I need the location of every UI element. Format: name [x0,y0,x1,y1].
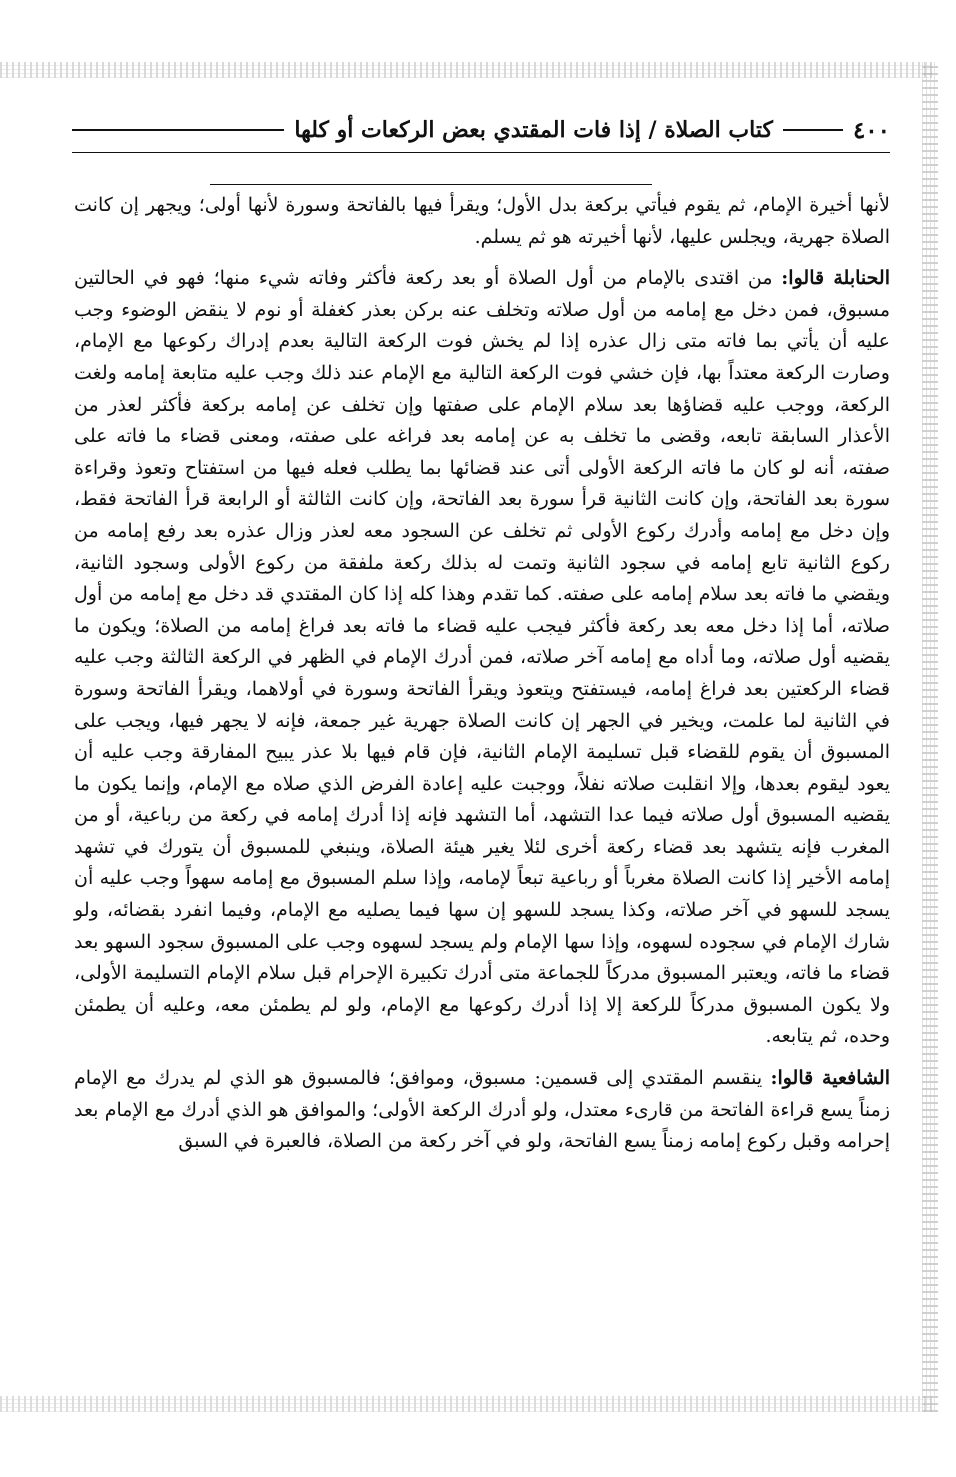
paragraph-lead: الحنابلة قالوا: [781,267,890,290]
paragraph-hanabila [74,263,890,1053]
paragraph-text: من اقتدى بالإمام من أول الصلاة أو بعد ركعة فأكثر وفاته شيء منها؛ فهو في الحالتين مسبوق، فمن دخل مع إمامه من أول صلاته وتخلف عنه بركن بعذر كغفلة أو نوم لا ينقض الوضوء وجب عليه أن يأتي بما فاته متى زال عذره إذا لم يخش فوت الركعة التالية بعدم إدراك ركوعها مع الإمام، وصارت الركعة معتداً بها، فإن خشي فوت الركعة التالية مع الإمام عند ذلك وجب عليه متابعة إمامه ولغت الركعة، ووجب عليه قضاؤها بعد سلام الإمام على صفتها وإن تخلف عن إمامه بركعة فأكثر لعذر من الأعذار السابقة تابعه، وقضى ما تخلف به عن إمامه بعد فراغه على صفته، ومعنى قضاء ما فاته على صفته، أنه لو كان ما فاته الركعة الأولى أتى عند قضائها بما يطلب فعله فيها من استفتاح وتعوذ وقراءة سورة بعد الفاتحة، وإن كانت الثانية قرأ سورة بعد الفاتحة، وإن كانت الثالثة أو الرابعة قرأ الفاتحة فقط، وإن دخل مع إمامه وأدرك ركوع الأولى ثم تخلف عن السجود معه لعذر وزال عذره بعد رفع إمامه من ركوع الثانية تابع إمامه في سجود الثانية وتمت له بذلك ركعة ملفقة من ركوع الأولى وسجود الثانية، ويقضي ما فاته بعد سلام إمامه على صفته. كما تقدم وهذا كله إذا كان المقتدي قد دخل مع إمامه من أول صلاته، أما إذا دخل معه بعد ركعة فأكثر فيجب عليه قضاء ما فاته بعد فراغ إمامه من الصلاة؛ ويكون ما يقضيه أول صلاته، وما أداه مع إمامه آخر صلاته، فمن أدرك الإمام في الظهر في الركعة الثالثة وجب عليه قضاء الركعتين بعد فراغ إمامه، فيستفتح ويتعوذ ويقرأ الفاتحة وسورة في أولاهما، ويقرأ الفاتحة وسورة في الثانية لما علمت، ويخير في الجهر إن كانت الصلاة جهرية غير جمعة، فإنه لا يجهر فيها، ويجب على المسبوق أن يقوم للقضاء قبل تسليمة الإمام الثانية، فإن قام فيها بلا عذر يبيح المفارقة وجب عليه أن يعود ليقوم بعدها، وإلا انقلبت صلاته نفلاً، ووجبت عليه إعادة الفرض الذي صلاه مع الإمام، وإنما يكون ما يقضيه المسبوق أول صلاته فيما عدا التشهد، أما التشهد فإنه إذا أدرك إمامه في ركعة من رباعية، أو من المغرب فإنه يتشهد بعد قضاء ركعة أخرى لئلا يغير هيئة الصلاة، وينبغي للمسبوق أن يتورك في تشهد إمامه الأخير إذا كانت الصلاة مغرباً أو رباعية تبعاً لإمامه، وإذا سلم المسبوق مع إمامه سهواً وجب عليه أن يسجد للسهو في آخر صلاته، وكذا يسجد للسهو إن سها فيما يصليه مع الإمام، وفيما انفرد بقضائه، ولو شارك الإمام في سجوده لسهوه، وإذا سها الإمام ولم يسجد لسهوه وجب على المسبوق سجود السهو بعد قضاء ما فاته، ويعتبر المسبوق مدركاً للجماعة متى أدرك تكبيرة الإحرام قبل سلام الإمام التسليمة الأولى، ولا يكون المسبوق مدركاً للركعة إلا إذا أدرك ركوعها مع الإمام، ولو لم يطمئن معه، وعليه أن يطمئن وحده، ثم يتابعه. [74,267,890,1048]
header-divider [72,152,890,153]
footnote-divider [210,184,652,185]
page-body [74,190,890,1158]
header-rule-short [783,129,843,131]
paragraph-text: لأنها أخيرة الإمام، ثم يقوم فيأتي بركعة بدل الأول؛ ويقرأ فيها بالفاتحة وسورة لأنها أولى؛ ويجهر إن كانت الصلاة جهرية، ويجلس عليها، لأنها أخيرته هو ثم يسلم. [74,194,890,248]
decorative-side-border [922,62,938,1412]
paragraph-shafiiya [74,1063,890,1158]
header-rule-long [72,129,284,131]
paragraph-text: ينقسم المقتدي إلى قسمين: مسبوق، وموافق؛ فالمسبوق هو الذي لم يدرك مع الإمام زمناً يسع قراءة الفاتحة من قارىء معتدل، ولو أدرك الركعة الأولى؛ والموافق هو الذي أدرك مع الإمام بعد إحرامه وقبل ركوع إمامه زمناً يسع الفاتحة، ولو في آخر ركعة من الصلاة، فالعبرة في السبق [74,1067,890,1153]
running-header [72,112,890,148]
decorative-top-border [0,62,932,78]
paragraph-continuation [74,190,890,253]
page-number: ٤٠٠ [852,116,890,144]
running-title: كتاب الصلاة / إذا فات المقتدي بعض الركعات أو كلها [294,117,773,143]
paragraph-lead: الشافعية قالوا: [770,1067,891,1090]
decorative-bottom-border [0,1396,932,1412]
